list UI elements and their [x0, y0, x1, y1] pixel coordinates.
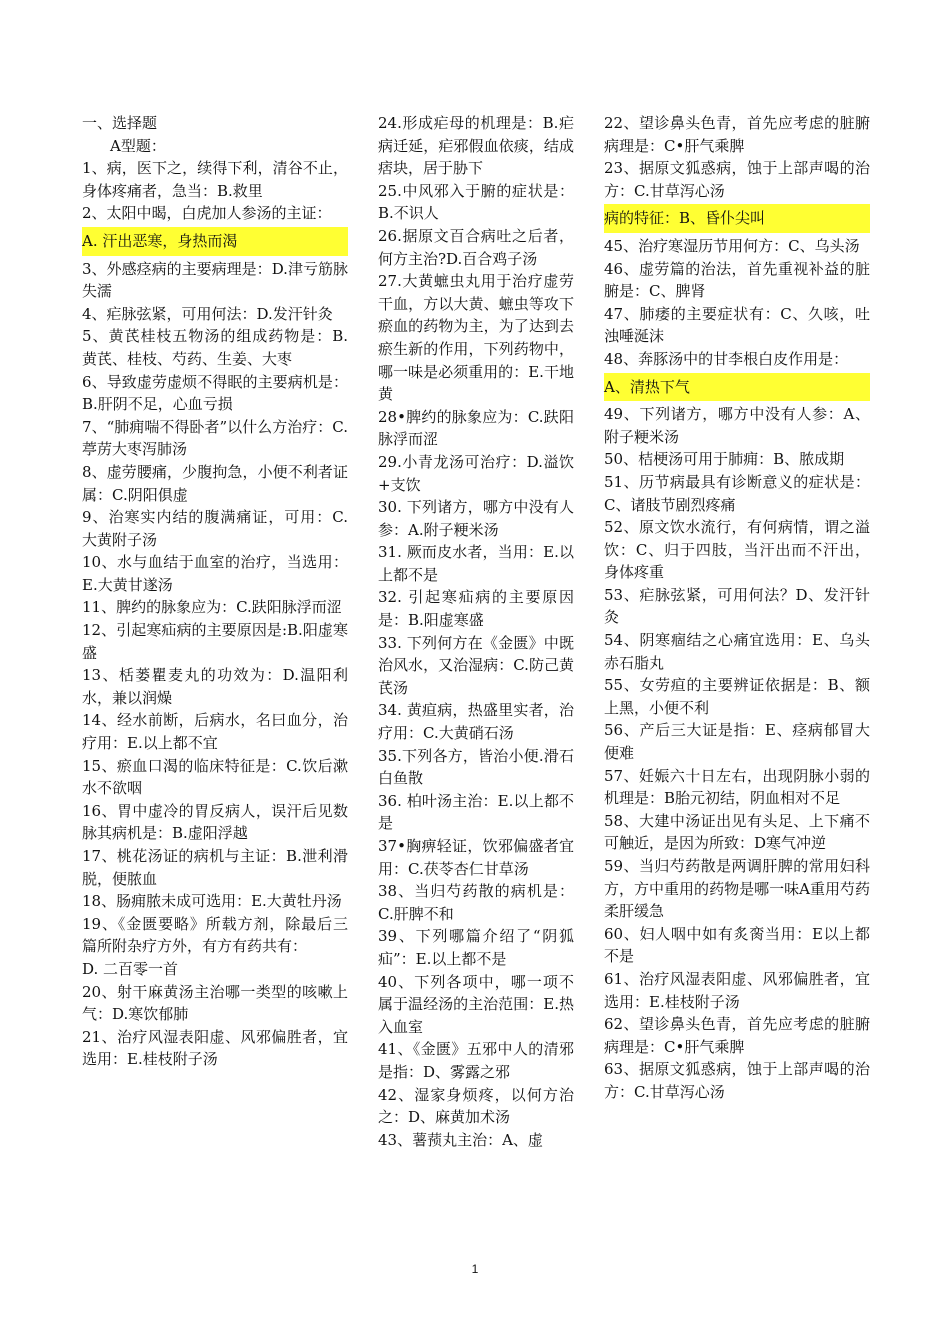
paragraph: 52、原文饮水流行，有何病情，谓之溢饮：C、归于四肢，当汗出而不汗出，身体疼重 [604, 518, 870, 582]
paragraph: 16、胃中虚冷的胃反病人，误汗后见数脉其病机是：B.虚阳浮越 [82, 801, 348, 843]
paragraph: 30. 下列诸方，哪方中没有人参：A.附子粳米汤 [378, 498, 574, 539]
paragraph: 50、桔梗汤可用于肺痈：B、脓成期 [604, 450, 845, 469]
paragraph: 23、据原文狐惑病，蚀于上部声喝的治方：C.甘草泻心汤 [604, 159, 870, 200]
paragraph: 55、女劳疸的主要辨证依据是：B、额上黑，小便不利 [604, 676, 870, 717]
paragraph: 51、历节病最具有诊断意义的症状是：C、诸肢节剧烈疼痛 [604, 472, 870, 514]
highlighted-paragraph: A. 汗出恶寒，身热而渴 [82, 227, 348, 256]
paragraph: 58、大建中汤证出见有头足、上下痛不可触近，是因为所致：D寒气冲逆 [604, 811, 870, 853]
paragraph: 57、妊娠六十日左右，出现阴脉小弱的机理是：B胎元初结，阴血相对不足 [604, 766, 870, 808]
paragraph: 13、栝蒌瞿麦丸的功效为：D.温阳利水，兼以润燥 [82, 666, 348, 707]
paragraph: 3、外感痉病的主要病理是：D.津亏筋脉失濡 [82, 259, 348, 301]
paragraph: 56、产后三大证是指：E、痉病郁冒大便难 [604, 721, 870, 763]
paragraph: 28•脾约的脉象应为：C.趺阳脉浮而涩 [378, 407, 574, 449]
paragraph: 4、疟脉弦紧，可用何法：D.发汗针灸 [82, 304, 333, 323]
paragraph: 36. 柏叶汤主治：E.以上都不是 [378, 791, 574, 833]
paragraph: 14、经水前断，后病水，名曰血分，治疗用：E.以上都不宜 [82, 711, 348, 753]
column-left [82, 112, 348, 1071]
page-number: 1 [471, 1262, 479, 1276]
paragraph: 32. 引起寒疝病的主要原因是：B.阳虚寒盛 [378, 588, 574, 630]
paragraph: 54、阴寒痼结之心痛宜选用：E、乌头赤石脂丸 [604, 631, 870, 672]
paragraph: 41、《金匮》五邪中人的清邪是指：D、雾露之邪 [378, 1040, 574, 1081]
paragraph: 5、黄芪桂枝五物汤的组成药物是：B. 黄芪、桂枝、芍药、生姜、大枣 [82, 327, 348, 368]
paragraph: 33. 下列何方在《金匮》中既治风水，又治湿病：C.防己黄芪汤 [378, 633, 574, 697]
paragraph: 27.大黄蟅虫丸用于治疗虚劳干血，方以大黄、蟅虫等攻下瘀血的药物为主，为了达到去瘀生新的作用，下列药物中，哪一味是必须重用的：E.干地黄 [378, 272, 574, 404]
paragraph: 6、导致虚劳虚烦不得眠的主要病机是：B.肝阴不足，心血亏损 [82, 372, 348, 414]
paragraph: 1、病，医下之，续得下利，清谷不止，身体疼痛者，急当：B.救里 [82, 159, 348, 200]
paragraph: 48、奔豚汤中的甘李根白皮作用是： [604, 349, 849, 368]
paragraph: 18、肠痈脓未成可选用：E.大黄牡丹汤 [82, 892, 342, 911]
paragraph: 43、薯蓣丸主治：A、虚 [378, 1130, 543, 1149]
paragraph: 47、肺痿的主要症状有：C、久咳，吐浊唾涎沫 [604, 304, 870, 346]
paragraph: 21、治疗风湿表阳虚、风邪偏胜者，宜选用：E.桂枝附子汤 [82, 1027, 348, 1069]
paragraph: 2、太阳中暍，白虎加人参汤的主证： [82, 204, 332, 223]
paragraph: 9、治寒实内结的腹满痛证，可用：C. 大黄附子汤 [82, 508, 348, 549]
paragraph: 24.形成疟母的机理是：B.疟病迁延，疟邪假血依痰，结成痞块，居于胁下 [378, 114, 574, 178]
paragraph: 11、脾约的脉象应为：C.趺阳脉浮而涩 [82, 598, 342, 617]
paragraph: D. 二百零一首 [82, 959, 179, 978]
paragraph: 19、《金匮要略》所载方剂，除最后三篇所附杂疗方外，有方有药共有： [82, 914, 348, 956]
paragraph: 53、疟脉弦紧，可用何法？D、发汗针灸 [604, 585, 870, 627]
paragraph: 26.据原文百合病吐之后者，何方主治?D.百合鸡子汤 [378, 226, 574, 268]
paragraph: 63、据原文狐惑病，蚀于上部声喝的治方：C.甘草泻心汤 [604, 1060, 870, 1101]
paragraph: 42、湿家身烦疼，以何方治之：D、麻黄加术汤 [378, 1085, 574, 1127]
paragraph: 10、水与血结于血室的治疗，当选用：E.大黄甘遂汤 [82, 553, 348, 594]
highlighted-paragraph: A、清热下气 [604, 373, 870, 402]
paragraph: 60、妇人咽中如有炙脔当用：E以上都不是 [604, 924, 870, 966]
paragraph: 25.中风邪入于腑的症状是：B.不识人 [378, 181, 574, 223]
paragraph: 34. 黄疸病，热盛里实者，治疗用：C.大黄硝石汤 [378, 701, 574, 743]
paragraph: A型题： [110, 136, 166, 155]
paragraph: 15、瘀血口渴的临床特征是：C.饮后漱水不欲咽 [82, 756, 348, 798]
paragraph: 62、望诊鼻头色青，首先应考虑的脏腑病理是：C•肝气乘脾 [604, 1015, 870, 1056]
paragraph: 46、虚劳篇的治法，首先重视补益的脏腑是：C、脾肾 [604, 259, 870, 301]
paragraph: 45、治疗寒湿历节用何方：C、乌头汤 [604, 236, 860, 255]
paragraph: 17、桃花汤证的病机与主证：B.泄利滑脱，便脓血 [82, 847, 348, 888]
paragraph: 40、下列各项中，哪一项不属于温经汤的主治范围：E.热入血室 [378, 972, 574, 1036]
paragraph: 8、虚劳腰痛，少腹拘急，小便不利者证属：C.阴阳俱虚 [82, 462, 348, 504]
paragraph: 59、当归芍药散是两调肝脾的常用妇科方，方中重用的药物是哪一味A重用芍药柔肝缓急 [604, 857, 870, 921]
highlighted-paragraph: 病的特征：B、昏仆尖叫 [604, 204, 870, 233]
paragraph: 29.小青龙汤可治疗：D.溢饮+支饮 [378, 452, 574, 494]
paragraph: 22、望诊鼻头色青，首先应考虑的脏腑病理是：C•肝气乘脾 [604, 114, 870, 155]
paragraph: 31. 厥而皮水者，当用：E.以上都不是 [378, 543, 574, 584]
paragraph: 37•胸痹轻证，饮邪偏盛者宜用：C.茯苓杏仁甘草汤 [378, 837, 574, 878]
paragraph: 35.下列各方，皆治小便.滑石白鱼散 [378, 746, 574, 788]
paragraph: 20、射干麻黄汤主治哪一类型的咳嗽上气：D.寒饮郁肺 [82, 982, 348, 1024]
paragraph: 49、下列诸方，哪方中没有人参：A、附子粳米汤 [604, 405, 870, 446]
paragraph: 39、下列哪篇介绍了“阴狐疝”：E.以上都不是 [378, 927, 574, 968]
column-right [604, 112, 870, 1104]
paragraph: 一、选择题 [82, 114, 158, 132]
column-middle [378, 112, 574, 1151]
paragraph: 61、治疗风湿表阳虚、风邪偏胜者，宜选用：E.桂枝附子汤 [604, 969, 870, 1011]
paragraph: 38、当归芍药散的病机是：C.肝脾不和 [378, 882, 574, 923]
paragraph: 7、“肺痈喘不得卧者”以什么方治疗：C.葶苈大枣泻肺汤 [82, 417, 348, 459]
paragraph: 12、引起寒疝病的主要原因是:B.阳虚寒盛 [82, 621, 348, 662]
